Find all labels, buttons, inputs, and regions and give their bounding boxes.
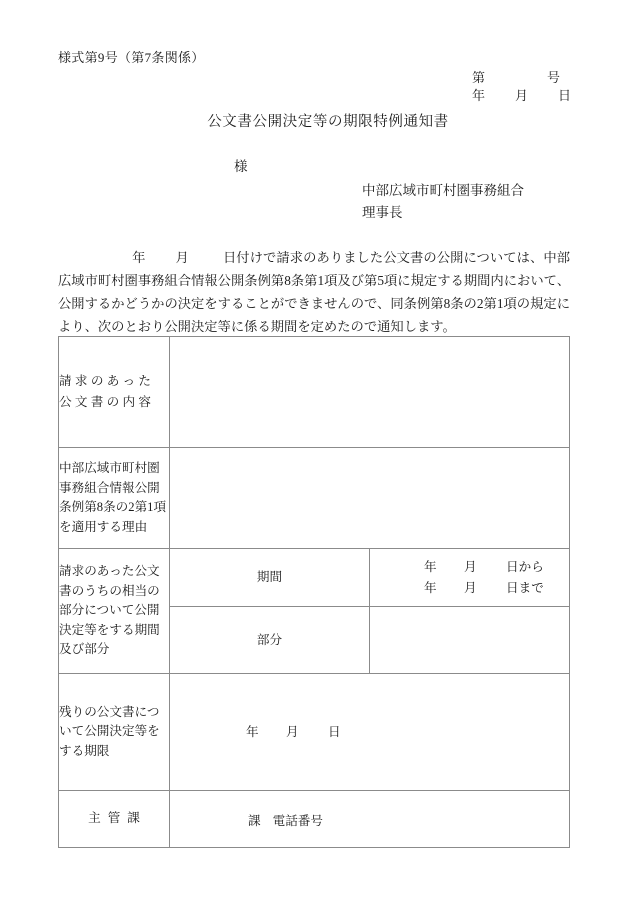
period-to-month: 月 bbox=[464, 580, 477, 595]
document-date-line bbox=[400, 87, 580, 105]
body-paragraph-text: 日付けで請求のありました公文書の公開については、中部広域市町村圏事務組合情報公開条例第8条第1項及び第5項に規定する期間内において、公開するかどうかの決定をすることができませんので、同条例第8条の2第1項の規定により、次のとおり公開決定等に係る期間を定めたので通知します。 bbox=[58, 250, 571, 334]
section-label: 課 bbox=[248, 813, 261, 828]
remaining-deadline-date-line bbox=[170, 722, 569, 742]
remaining-deadline-day: 日 bbox=[328, 725, 341, 739]
period-from-year: 年 bbox=[424, 559, 437, 574]
issuer-block bbox=[362, 180, 524, 224]
row-label-remaining-deadline: 残りの公文書について公開決定等をする期限 bbox=[59, 674, 170, 791]
period-to-line bbox=[370, 578, 569, 599]
row-value-period[interactable] bbox=[370, 549, 570, 607]
sub-label-period: 期間 bbox=[170, 549, 370, 607]
phone-label: 電話番号 bbox=[272, 813, 323, 828]
period-to-day: 日まで bbox=[506, 580, 544, 595]
document-number-unit: 号 bbox=[547, 70, 561, 85]
body-paragraph bbox=[58, 246, 570, 338]
remaining-deadline-month: 月 bbox=[286, 725, 299, 739]
row-value-reason[interactable] bbox=[170, 448, 570, 549]
responsible-section-line bbox=[170, 810, 569, 829]
document-number-label: 第 bbox=[472, 70, 486, 85]
addressee-honorific: 様 bbox=[234, 159, 248, 174]
row-label-reason: 中部広域市町村圏事務組合情報公開条例第8条の2第1項を適用する理由 bbox=[59, 448, 170, 549]
issuer-title: 理事長 bbox=[362, 205, 403, 220]
notification-table bbox=[58, 336, 570, 848]
document-date-year: 年 bbox=[472, 88, 486, 103]
table-row bbox=[59, 337, 570, 448]
document-number-line bbox=[400, 69, 580, 87]
table-row bbox=[59, 549, 570, 607]
body-date-month: 月 bbox=[175, 250, 189, 265]
form-number: 様式第9号（第7条関係） bbox=[58, 50, 205, 65]
row-value-responsible-section[interactable] bbox=[170, 791, 570, 848]
period-from-day: 日から bbox=[506, 559, 544, 574]
document-date-day: 日 bbox=[558, 88, 572, 103]
document-date-month: 月 bbox=[515, 88, 529, 103]
row-label-responsible-section: 主管課 bbox=[59, 791, 170, 848]
period-to-year: 年 bbox=[424, 580, 437, 595]
row-value-remaining-deadline[interactable] bbox=[170, 674, 570, 791]
remaining-deadline-year: 年 bbox=[246, 725, 259, 739]
document-number-block bbox=[400, 69, 580, 105]
row-label-partial-disclosure: 請求のあった公文書のうちの相当の部分について公開決定等をする期間及び部分 bbox=[59, 549, 170, 674]
row-value-portion[interactable] bbox=[370, 607, 570, 674]
row-label-request-content bbox=[59, 337, 170, 448]
table-row bbox=[59, 448, 570, 549]
period-from-month: 月 bbox=[464, 559, 477, 574]
row-label-line2: 公文書の内容 bbox=[59, 395, 151, 409]
table-row bbox=[59, 674, 570, 791]
period-from-line bbox=[370, 557, 569, 578]
table-row bbox=[59, 791, 570, 848]
issuer-organization: 中部広域市町村圏事務組合 bbox=[362, 183, 524, 198]
body-date-year: 年 bbox=[132, 250, 146, 265]
row-label-line1: 請求のあった bbox=[59, 374, 151, 388]
sub-label-portion: 部分 bbox=[170, 607, 370, 674]
row-value-request-content[interactable] bbox=[170, 337, 570, 448]
page-title: 公文書公開決定等の期限特例通知書 bbox=[207, 114, 449, 130]
